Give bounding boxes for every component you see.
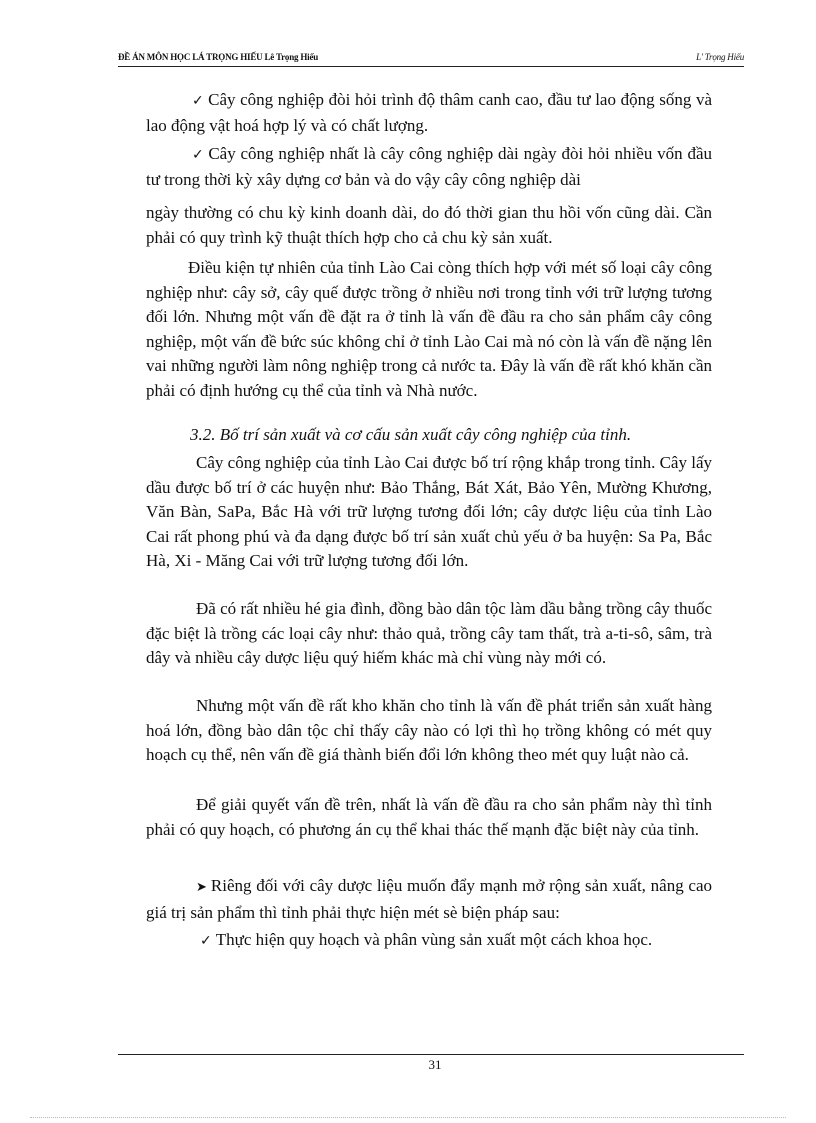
header-title: ĐỀ ÁN MÔN HỌC LÁ TRỌNG HIẾU Lê Trọng Hiếu <box>118 52 319 62</box>
page-bottom-border <box>30 1117 786 1118</box>
paragraph-natural-conditions: Điều kiện tự nhiên của tỉnh Lào Cai còng thích hợp với mét số loại cây công nghiệp như: cây sở, cây quế được trồng ở nhiều nơi trong tỉnh với trữ lượng tương đối lớn. Nhưng một vấn đề đặt ra ở tỉnh là vấn đề đầu ra cho sản phẩm cây công nghiệp, một vấn đề bức súc không chỉ ở tỉnh Lào Cai mà nó còn là vấn đề nặng lên vai những người làm nông nghiệp trong cả nước ta. Đây là vấn đề rất khó khăn cần phải có định hướng cụ thể của tỉnh và Nhà nước. <box>146 258 712 400</box>
page-number: 31 <box>428 1057 442 1072</box>
paragraph-bullet-2-continued: ngày thường có chu kỳ kinh doanh dài, do đó thời gian thu hồi vốn cũng dài. Cần phải có quy trình kỹ thuật thích hợp cho cả chu kỳ sản xuất. <box>146 203 712 247</box>
paragraph-medicinal-plants: ➤ Riêng đối với cây dược liệu muốn đẩy mạnh mở rộng sản xuất, nâng cao giá trị sản phẩm thì tỉnh phải thực hiện mét sè biện pháp sau: <box>146 874 712 925</box>
paragraph-distribution: Cây công nghiệp của tỉnh Lào Cai được bố trí rộng khắp trong tỉnh. Cây lấy dầu được bố trí ở các huyện như: Bảo Thắng, Bát Xát, Bảo Yên, Mường Khương, Văn Bàn, SaPa, Bắc Hà với trữ lượng tương đối lớn; cây dược liệu của tỉnh Lào Cai rất phong phú và đa dạng được bố trí sản xuất chủ yếu ở ba huyện: Sa Pa, Bắc Hà, Xi - Măng Cai với trữ lượng tương đối lớn. <box>146 453 712 570</box>
paragraph-solution: Để giải quyết vấn đề trên, nhất là vấn đề đầu ra cho sản phẩm này thì tỉnh phải có quy hoạch, có phương án cụ thể khai thác thế mạnh đặc biệt này của tỉnh. <box>146 795 712 839</box>
page-header <box>118 50 744 66</box>
header-rule <box>118 66 744 67</box>
footer-rule <box>118 1054 744 1055</box>
paragraph-problem: Nhưng một vấn đề rất kho khăn cho tỉnh là vấn đề phát triển sản xuất hàng hoá lớn, đồng bào dân tộc chỉ thấy cây nào có lợi thì họ trồng không có mét quy hoạch cụ thể, nên vấn đề giá thành biến đổi lớn không theo mét quy luật nào cả. <box>146 696 712 764</box>
paragraph-bullet-2: ✓ Cây công nghiệp nhất là cây công nghiệp dài ngày đòi hỏi nhiều vốn đầu tư trong thời kỳ xây dựng cơ bản và do vậy cây công nghiệp dài <box>146 142 712 192</box>
paragraph-bullet-1: ✓ Cây công nghiệp đòi hỏi trình độ thâm canh cao, đầu tư lao động sống và lao động vật hoá hợp lý và có chất lượng. <box>146 88 712 138</box>
header-author: L' Trọng Hiếu <box>696 52 744 62</box>
section-heading: 3.2. Bố trí sản xuất và cơ cấu sản xuất cây công nghiệp của tỉnh. <box>190 425 632 444</box>
paragraph-bullet-planning: ✓ Thực hiện quy hoạch và phân vùng sản xuất một cách khoa học. <box>146 928 712 954</box>
paragraph-households: Đã có rất nhiều hé gia đình, đồng bào dân tộc làm dầu bằng trồng cây thuốc đặc biệt là trồng các loại cây như: thảo quả, trồng cây tam thất, trà a-ti-sô, sâm, trà dây và nhiều cây dược liệu quý hiếm khác mà chỉ vùng này mới có. <box>146 599 712 667</box>
